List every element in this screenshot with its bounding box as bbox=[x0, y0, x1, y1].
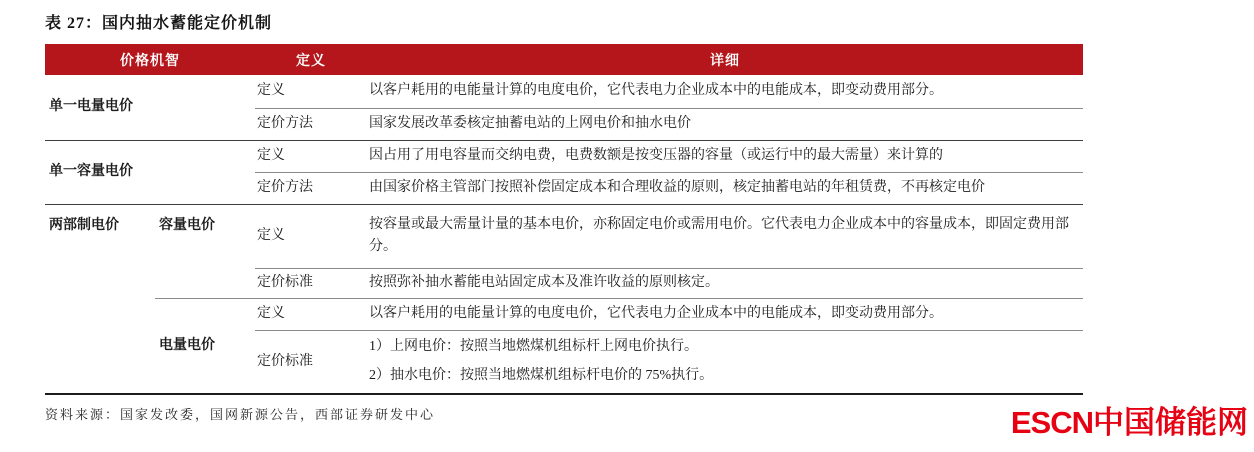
group-two-part-price: 两部制电价 bbox=[45, 204, 155, 394]
group-single-energy-price: 单一电量电价 bbox=[49, 99, 133, 115]
escn-logo-chinese: 中国储能网 bbox=[1093, 405, 1248, 440]
group-single-capacity-price: 单一容量电价 bbox=[45, 140, 255, 204]
row-value-line2: 2）抽水电价：按照当地燃煤机组标杆电价的 75%执行。 bbox=[369, 368, 714, 384]
row-value: 由国家价格主管部门按照补偿固定成本和合理收益的原则，核定抽蓄电站的年租赁费，不再核定电价 bbox=[367, 172, 1083, 204]
header-definition: 定义 bbox=[255, 44, 367, 75]
subgroup-energy-price: 电量电价 bbox=[155, 298, 255, 394]
source-note: 资料来源：国家发改委，国网新源公告，西部证券研发中心 bbox=[45, 407, 436, 422]
row-key: 定义 bbox=[255, 140, 367, 172]
row-key: 定价标准 bbox=[255, 268, 367, 298]
table-row bbox=[45, 204, 1083, 268]
row-key: 定义 bbox=[257, 83, 285, 99]
row-key: 定价标准 bbox=[255, 330, 367, 394]
table-title: 表 27：国内抽水蓄能定价机制 bbox=[45, 15, 273, 32]
row-value bbox=[367, 330, 1083, 394]
row-value: 按照弥补抽水蓄能电站固定成本及准许收益的原则核定。 bbox=[367, 268, 1083, 298]
row-key: 定义 bbox=[255, 204, 367, 268]
table-header-row bbox=[45, 44, 1083, 75]
row-value: 因占用了用电容量而交纳电费，电费数额是按变压器的容量（或运行中的最大需量）来计算的 bbox=[367, 140, 1083, 172]
header-price-mechanism: 价格机智 bbox=[45, 44, 255, 75]
table-row bbox=[45, 140, 1083, 172]
pricing-mechanism-table bbox=[45, 44, 1083, 395]
header-detail: 详细 bbox=[367, 44, 1083, 75]
table-row bbox=[45, 298, 1083, 330]
subgroup-capacity-price: 容量电价 bbox=[155, 204, 255, 298]
row-value-line1: 1）上网电价：按照当地燃煤机组标杆上网电价执行。 bbox=[369, 339, 698, 355]
row-key: 定价方法 bbox=[255, 172, 367, 204]
row-value: 国家发展改革委核定抽蓄电站的上网电价和抽水电价 bbox=[367, 108, 1083, 140]
row-key: 定价方法 bbox=[255, 108, 367, 140]
table-row bbox=[45, 75, 1083, 108]
escn-logo bbox=[1011, 407, 1248, 438]
row-value: 按容量或最大需量计量的基本电价，亦称固定电价或需用电价。它代表电力企业成本中的容量成本，即固定费用部分。 bbox=[367, 204, 1083, 268]
row-value: 以客户耗用的电能量计算的电度电价，它代表电力企业成本中的电能成本，即变动费用部分。 bbox=[369, 83, 943, 99]
row-value: 以客户耗用的电能量计算的电度电价，它代表电力企业成本中的电能成本，即变动费用部分。 bbox=[367, 298, 1083, 330]
escn-logo-latin: ESCN bbox=[1010, 405, 1093, 440]
row-key: 定义 bbox=[255, 298, 367, 330]
